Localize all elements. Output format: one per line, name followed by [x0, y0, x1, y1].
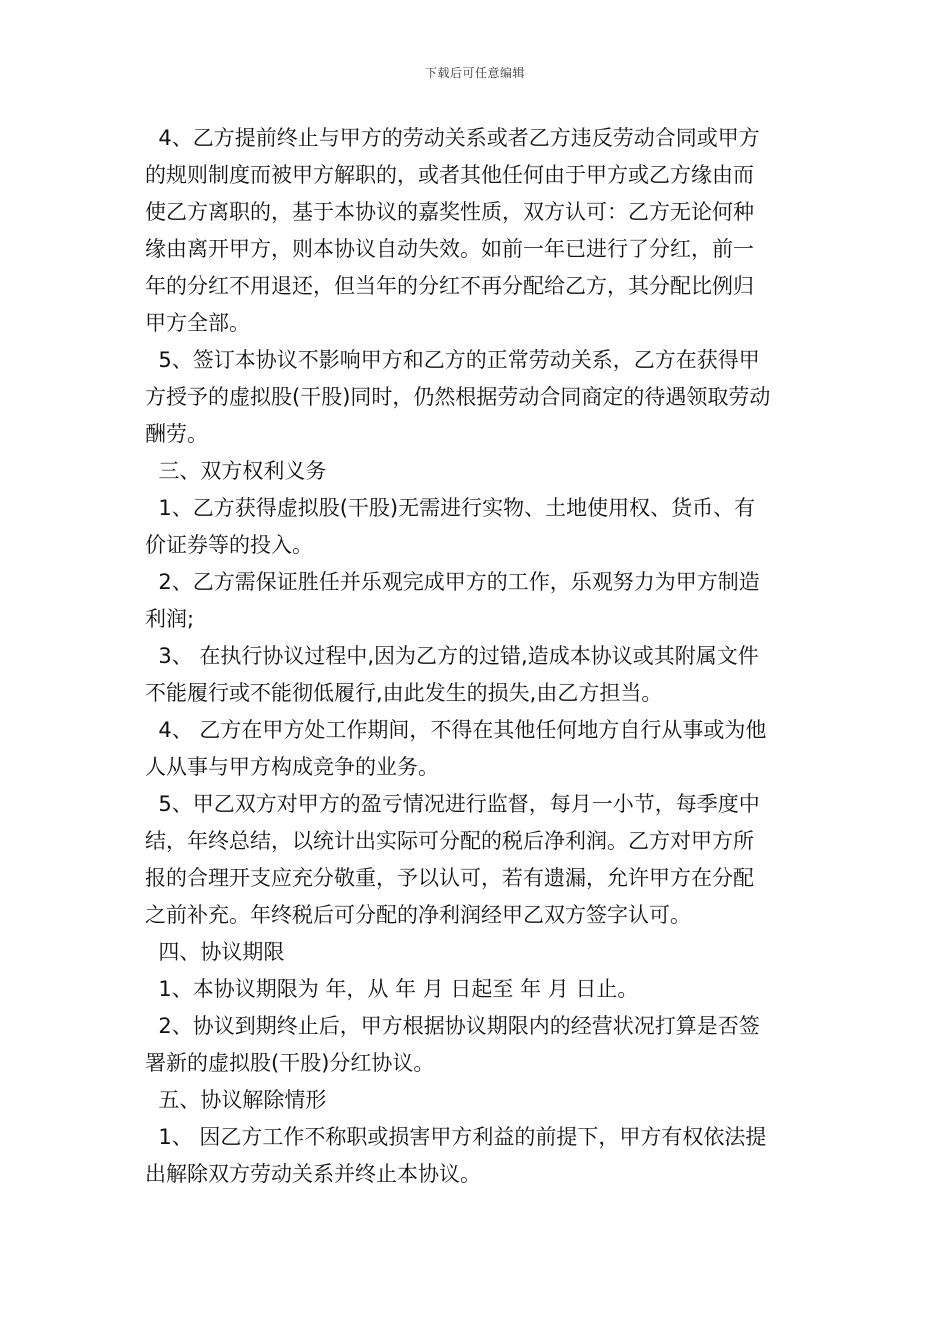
paragraph [145, 564, 810, 638]
text-line: 4、乙方提前终止与甲方的劳动关系或者乙方违反劳动合同或甲方 [145, 126, 760, 150]
text-line: 1、 因乙方工作不称职或损害甲方利益的前提下，甲方有权依法提 [145, 1125, 767, 1149]
text-line: 4、 乙方在甲方处工作期间，不得在其他任何地方自行从事或为他 [145, 718, 767, 742]
text-line: 的规则制度而被甲方解职的，或者其他任何由于甲方或乙方缘由而 [145, 163, 754, 187]
text-line: 利润; [145, 607, 195, 631]
text-line: 5、甲乙双方对甲方的盈亏情况进行监督，每月一小节，每季度中 [145, 792, 760, 816]
paragraph [145, 120, 810, 342]
text-line: 2、乙方需保证胜任并乐观完成甲方的工作，乐观努力为甲方制造 [145, 570, 760, 594]
text-line: 1、本协议期限为 年，从 年 月 日起至 年 月 日止。 [145, 977, 639, 1001]
text-line: 出解除双方劳动关系并终止本协议。 [145, 1162, 481, 1186]
text-line: 年的分红不用退还，但当年的分红不再分配给乙方，其分配比例归 [145, 274, 754, 298]
text-line: 报的合理开支应充分敬重，予以认可，若有遗漏，允许甲方在分配 [145, 866, 754, 890]
paragraph [145, 490, 810, 564]
text-line: 五、协议解除情形 [145, 1088, 327, 1112]
text-line: 使乙方离职的，基于本协议的嘉奖性质，双方认可：乙方无论何种 [145, 200, 754, 224]
text-line: 三、双方权利义务 [145, 459, 327, 483]
document-body [145, 120, 810, 1193]
text-line: 缘由离开甲方，则本协议自动失效。如前一年已进行了分红，前一 [145, 237, 754, 261]
text-line: 不能履行或不能彻低履行,由此发生的损失,由乙方担当。 [145, 681, 663, 705]
page-header: 下载后可任意编辑 [424, 66, 525, 80]
text-line: 2、协议到期终止后，甲方根据协议期限内的经营状况打算是否签 [145, 1014, 760, 1038]
paragraph [145, 934, 810, 971]
paragraph [145, 1119, 810, 1193]
paragraph [145, 453, 810, 490]
paragraph [145, 712, 810, 786]
paragraph [145, 1008, 810, 1082]
text-line: 署新的虚拟股(干股)分红协议。 [145, 1051, 435, 1075]
text-line: 价证券等的投入。 [145, 533, 313, 557]
text-line: 人从事与甲方构成竞争的业务。 [145, 755, 439, 779]
text-line: 1、乙方获得虚拟股(干股)无需进行实物、土地使用权、货币、有 [145, 496, 756, 520]
text-line: 结，年终总结，以统计出实际可分配的税后净利润。乙方对甲方所 [145, 829, 754, 853]
paragraph [145, 342, 810, 453]
text-line: 之前补充。年终税后可分配的净利润经甲乙双方签字认可。 [145, 903, 691, 927]
text-line: 甲方全部。 [145, 311, 250, 335]
paragraph [145, 1082, 810, 1119]
text-line: 酬劳。 [145, 422, 208, 446]
paragraph [145, 971, 810, 1008]
text-line: 四、协议期限 [145, 940, 285, 964]
text-line: 3、 在执行协议过程中,因为乙方的过错,造成本协议或其附属文件 [145, 644, 759, 668]
text-line: 5、签订本协议不影响甲方和乙方的正常劳动关系，乙方在获得甲 [145, 348, 760, 372]
paragraph [145, 638, 810, 712]
paragraph [145, 786, 810, 934]
text-line: 方授予的虚拟股(干股)同时，仍然根据劳动合同商定的待遇领取劳动 [145, 385, 771, 409]
